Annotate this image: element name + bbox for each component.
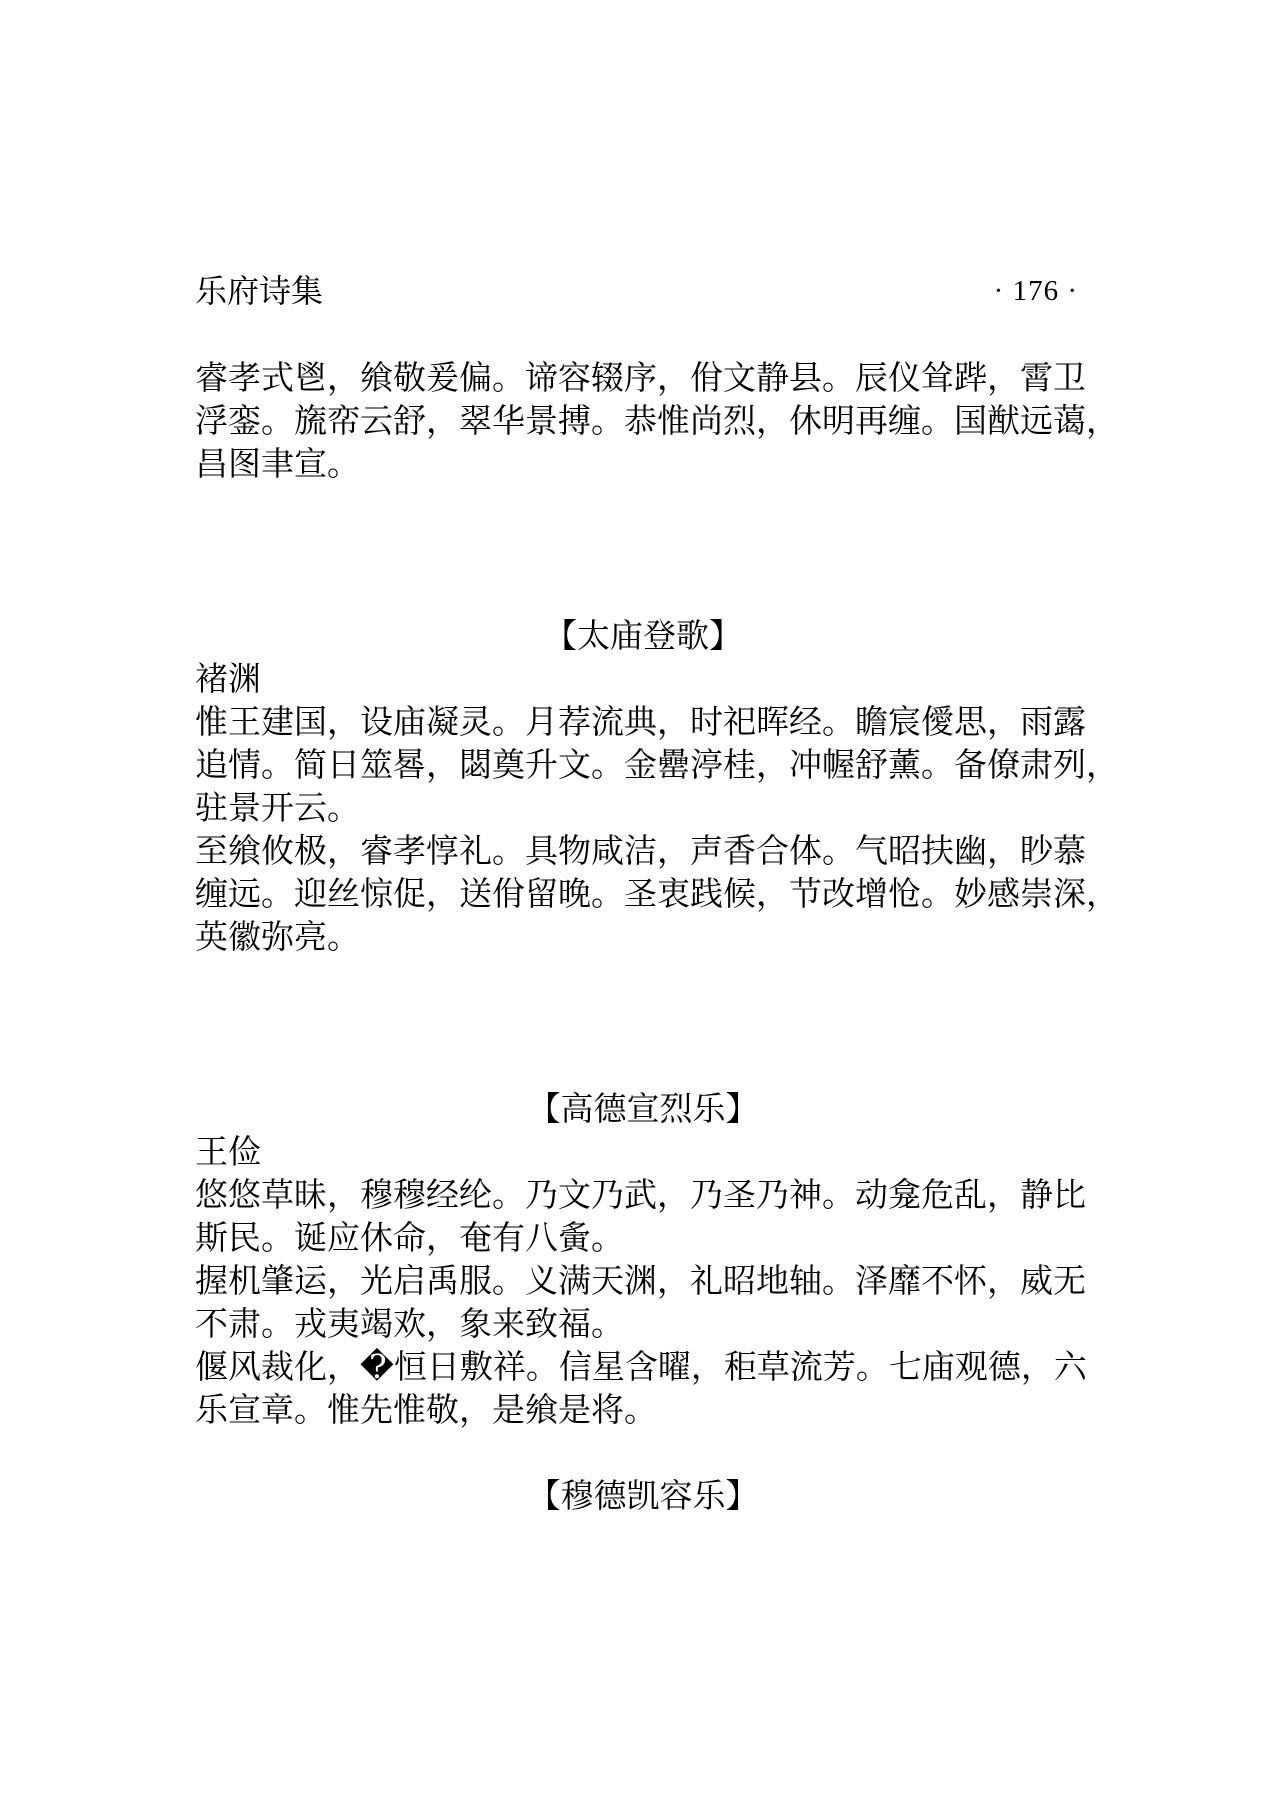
stanza	[195, 700, 1125, 829]
text-line: 惟王建国，设庙凝灵。月荐流典，时祀晖经。瞻宸僾思，雨露	[195, 702, 1086, 741]
spacer	[195, 1431, 1125, 1474]
text-line: 握机肇运，光启禹服。义满天渊，礼昭地轴。泽靡不怀，威无	[195, 1261, 1086, 1300]
text-line: 英徽弥亮。	[195, 917, 360, 956]
section-heading: 【太庙登歌】	[544, 616, 742, 655]
section-heading: 【高德宣烈乐】	[527, 1089, 759, 1128]
text-line: 驻景开云。	[195, 788, 360, 827]
text-line: 不肃。戎夷竭欢，象来致福。	[195, 1304, 624, 1343]
text-line: 偃风裁化，�恒日敷祥。信星含曜，秬草流芳。七庙观德，六	[195, 1347, 1087, 1386]
spacer	[195, 485, 1125, 614]
author-name: 王俭	[195, 1132, 261, 1171]
text-line: 乐宣章。惟先惟敬，是飨是将。	[195, 1390, 657, 1429]
text-line: 悠悠草昧，穆穆经纶。乃文乃武，乃圣乃神。动龛危乱，静比	[195, 1175, 1086, 1214]
book-title: 乐府诗集	[195, 272, 324, 310]
text-line: 昌图聿宣。	[195, 444, 360, 483]
stanza	[195, 1345, 1125, 1431]
spacer	[195, 958, 1125, 1087]
poem-section-gaode-xuanlie-yue	[195, 1087, 1125, 1431]
author-name: 褚渊	[195, 659, 261, 698]
poem-section-mude-kairong-yue	[195, 1474, 1125, 1517]
text-line: 睿孝式鬯，飨敬爰偏。谛容辍序，佾文静县。辰仪耸跸，霄卫	[195, 358, 1086, 397]
running-header	[195, 270, 1078, 313]
text-line: 至飨攸极，睿孝惇礼。具物咸洁，声香合体。气昭扶幽，眇慕	[195, 831, 1086, 870]
book-page	[195, 270, 1125, 1517]
text-line: 缠远。迎丝惊促，送佾留晚。圣衷践候，节改增怆。妙感崇深，	[195, 874, 1119, 913]
text-line: 浮銮。旒帟云舒，翠华景搏。恭惟尚烈，休明再缠。国猷远蔼，	[195, 401, 1119, 440]
text-line: 追情。简日筮晷，閟奠升文。金罍渟桂，冲幄舒薰。备僚肃列，	[195, 745, 1119, 784]
continued-paragraph	[195, 356, 1125, 485]
page-number: · 176 ·	[993, 275, 1078, 307]
stanza	[195, 829, 1125, 958]
stanza	[195, 1173, 1125, 1259]
text-line: 斯民。诞应休命，奄有八夤。	[195, 1218, 624, 1257]
section-heading: 【穆德凯容乐】	[527, 1476, 759, 1515]
stanza	[195, 1259, 1125, 1345]
poem-section-taimiao-dengge	[195, 614, 1125, 958]
